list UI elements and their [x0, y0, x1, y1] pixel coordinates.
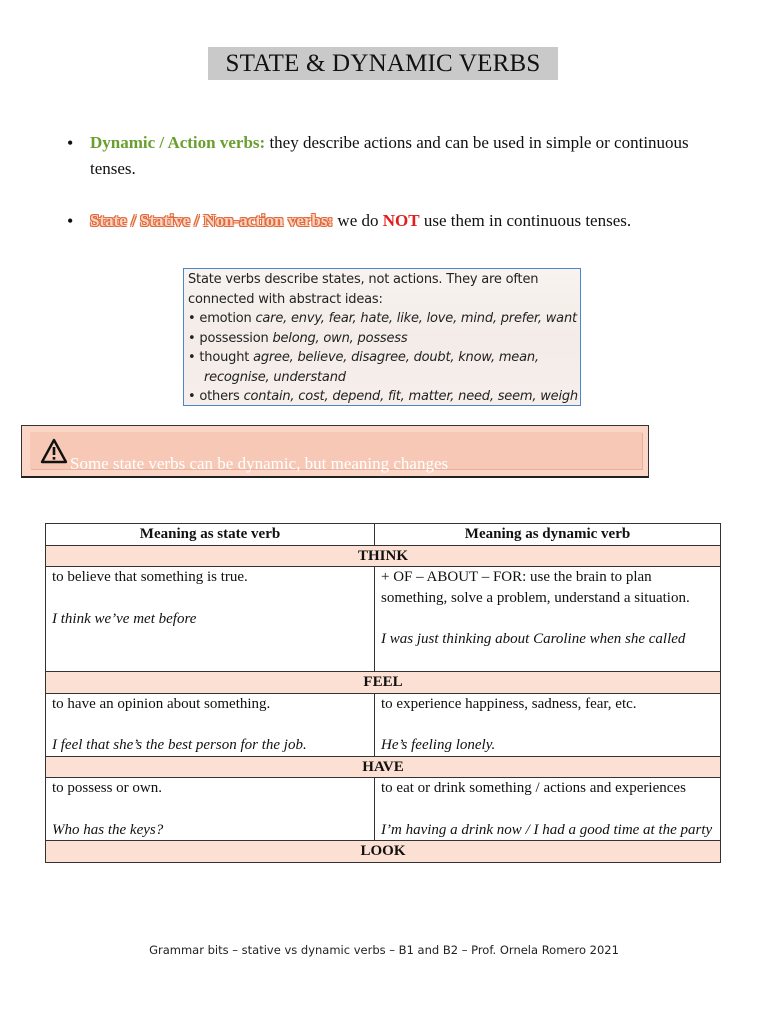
table-row-have — [46, 778, 721, 841]
state-example: Who has the keys? — [52, 821, 164, 838]
dynamic-example: I’m having a drink now / I had a good time at the party — [381, 821, 713, 838]
dynamic-verbs-label: Dynamic / Action verbs: — [90, 133, 266, 152]
info-box-item-emotion: • emotion care, envy, fear, hate, like, love, mind, prefer, want — [188, 311, 577, 326]
info-box-examples: contain, cost, depend, fit, matter, need, seem, weigh — [243, 389, 578, 404]
section-row-have — [46, 756, 721, 778]
state-definition: to possess or own. — [52, 780, 163, 796]
info-box-item-possession: • possession belong, own, possess — [188, 330, 408, 346]
dynamic-definition: to experience happiness, sadness, fear, etc. — [381, 695, 637, 712]
table-header-row — [46, 524, 721, 546]
dynamic-meaning-cell — [375, 693, 721, 756]
warning-callout-inner — [30, 432, 642, 473]
state-verbs-text-before: we do — [337, 211, 379, 230]
section-verb: HAVE — [46, 756, 721, 778]
state-verbs-info-box — [183, 268, 581, 406]
info-box-intro-1: State verbs describe states, not actions. They are often — [188, 272, 539, 287]
section-row-look — [46, 841, 721, 863]
header-state-meaning: Meaning as state verb — [46, 524, 375, 546]
info-box-examples: care, envy, fear, hate, like, love, mind, prefer, want — [255, 311, 577, 326]
info-box-examples: agree, believe, disagree, doubt, know, mean, — [253, 350, 539, 365]
dynamic-meaning-cell — [375, 567, 721, 672]
warning-callout — [21, 425, 649, 478]
bullet-dynamic-verbs — [90, 130, 730, 182]
state-definition: to believe that something is true. — [52, 569, 248, 585]
warning-text: Some state verbs can be dynamic, but meaning changes — [70, 454, 449, 473]
info-box-item-thought: • thought agree, believe, disagree, doubt, know, mean, — [188, 350, 539, 365]
table-row-think — [46, 567, 721, 672]
info-box-category: others — [199, 389, 240, 404]
dynamic-definition: to eat or drink something / actions and experiences — [381, 780, 686, 796]
bullet-state-verbs — [90, 208, 730, 234]
info-box-category: thought — [199, 350, 250, 365]
dynamic-verbs-text: they describe actions and can be used in simple or continuous tenses. — [90, 133, 689, 178]
section-verb: LOOK — [46, 841, 721, 863]
warning-triangle-icon — [40, 438, 68, 469]
state-example: I feel that she’s the best person for the job. — [52, 737, 307, 753]
state-definition: to have an opinion about something. — [52, 695, 271, 712]
table-row-feel — [46, 693, 721, 756]
info-box-category: emotion — [199, 311, 252, 326]
header-dynamic-meaning: Meaning as dynamic verb — [375, 524, 721, 546]
verbs-meaning-table — [45, 523, 721, 863]
info-box-thought-continuation: recognise, understand — [204, 369, 346, 385]
info-box-intro-2: connected with abstract ideas: — [188, 291, 383, 307]
info-box-examples: belong, own, possess — [272, 330, 408, 346]
info-box-category: possession — [199, 330, 269, 346]
dynamic-example: He’s feeling lonely. — [381, 737, 496, 753]
page-title: STATE & DYNAMIC VERBS — [208, 47, 558, 80]
state-verbs-label: State / Stative / Non-action verbs: — [90, 211, 334, 230]
state-verbs-text-after: use them in continuous tenses. — [423, 211, 632, 230]
dynamic-definition: + OF – ABOUT – FOR: use the brain to plan something, solve a problem, understand a situation. — [381, 569, 690, 606]
section-verb: THINK — [46, 545, 721, 567]
section-verb: FEEL — [46, 672, 721, 694]
state-example: I think we’ve met before — [52, 610, 197, 627]
section-row-feel — [46, 672, 721, 694]
page-footer: Grammar bits – stative vs dynamic verbs – B1 and B2 – Prof. Ornela Romero 2021 — [149, 943, 619, 957]
state-meaning-cell — [46, 567, 375, 672]
dynamic-meaning-cell — [375, 778, 721, 841]
state-meaning-cell — [46, 778, 375, 841]
dynamic-example: I was just thinking about Caroline when she called — [381, 631, 686, 647]
state-meaning-cell — [46, 693, 375, 756]
section-row-think — [46, 545, 721, 567]
not-emphasis: NOT — [382, 211, 420, 230]
info-box-item-others: • others contain, cost, depend, fit, matter, need, seem, weigh — [188, 389, 578, 404]
